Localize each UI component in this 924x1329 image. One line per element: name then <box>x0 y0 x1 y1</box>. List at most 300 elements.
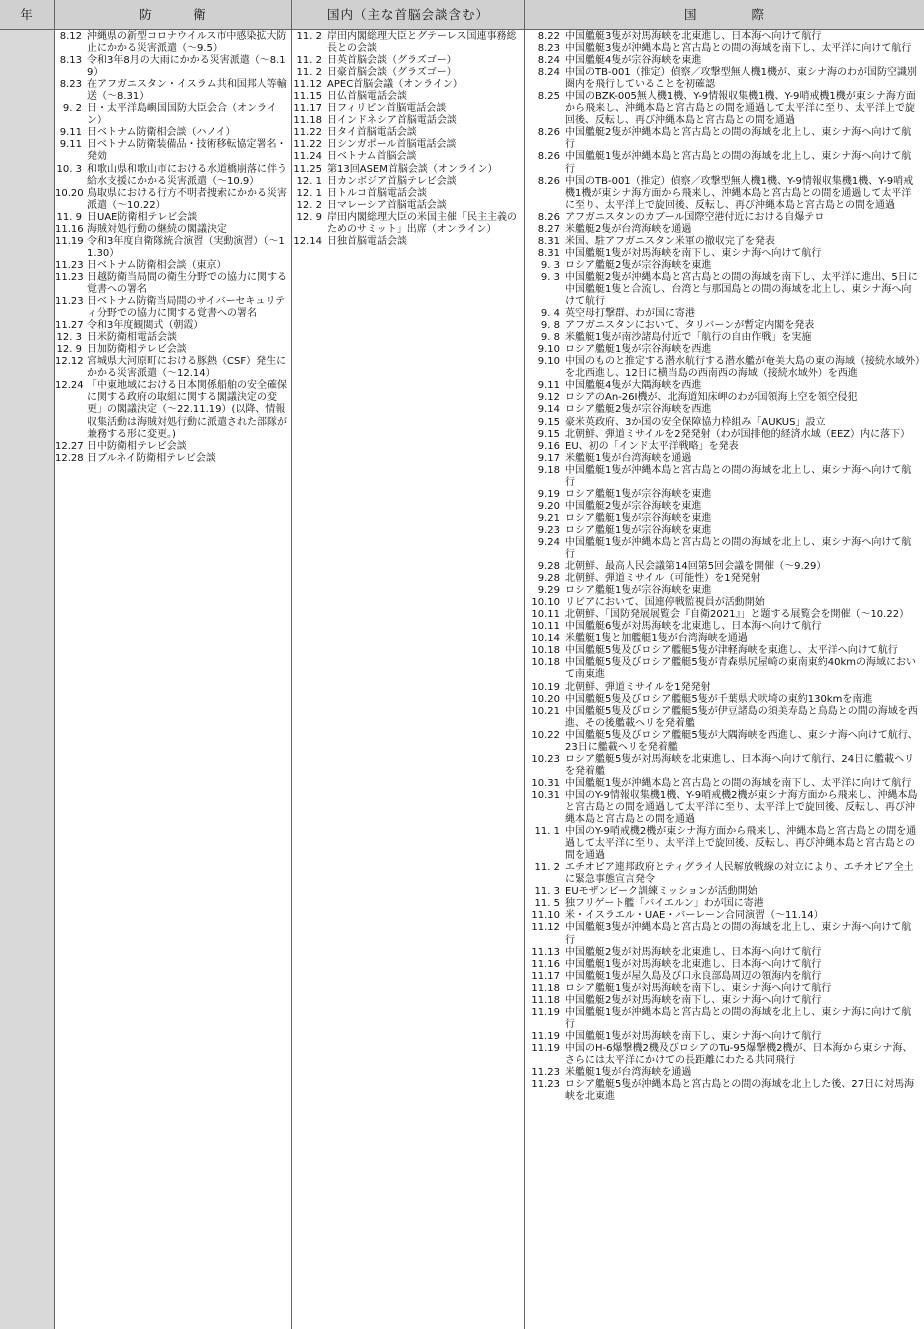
table-header <box>0 0 924 30</box>
entry-date: 9.24 <box>537 536 560 548</box>
list-item <box>525 320 921 332</box>
entry-text: 中国艦艇5隻及びロシア艦艇5隻が伊豆諸島の須美寿島と鳥島との間の海域を西進、その後艦載ヘリを発着艦 <box>565 705 918 729</box>
entry-date: 8.24 <box>537 55 560 67</box>
entry-date: 9.18 <box>537 464 560 476</box>
entry-date: 12.24 <box>55 380 84 392</box>
entry-text: 日豪首脳会談（グラズゴー） <box>327 67 457 79</box>
entry-text: 北朝鮮、弾道ミサイル（可能性）を1発発射 <box>565 573 761 585</box>
entry-text: 米艦艇1隻が台湾海峡を通過 <box>565 1067 692 1079</box>
entry-date: 8.26 <box>537 211 560 223</box>
entry-date: 10.18 <box>531 645 560 657</box>
entry-text: ロシア艦艇5隻が沖縄本島と宮古島との間の海域を北上した後、27日に対馬海峡を北東進 <box>565 1079 915 1103</box>
entry-date: 11.23 <box>55 259 84 271</box>
entry-date: 9.17 <box>537 452 560 464</box>
entry-date: 10.23 <box>531 753 560 765</box>
list-item <box>55 356 291 380</box>
entry-text: 日中防衛相テレビ会談 <box>87 440 187 452</box>
entry-date: 12.12 <box>55 356 84 368</box>
entry-text: 中国艦艇1隻が沖縄本島と宮古島との間の海域を南下し、太平洋に向けて航行 <box>565 777 912 789</box>
list-item <box>525 308 921 320</box>
list-item <box>525 212 921 224</box>
entry-date: 8.26 <box>537 151 560 163</box>
list-item <box>525 862 921 886</box>
list-item <box>55 441 291 453</box>
entry-text: 在アフガニスタン・イスラム共和国邦人等輸送（〜8.31） <box>87 79 287 103</box>
list-item <box>55 453 291 465</box>
entry-text: 中国艦艇2隻が宗谷海峡を東進 <box>565 500 702 512</box>
entry-text: 中国艦艇6隻が対馬海峡を北東進し、日本海へ向けて航行 <box>565 621 822 633</box>
entry-text: ロシア艦艇1隻が宗谷海峡を東進 <box>565 488 712 500</box>
list-item <box>525 489 921 501</box>
list-item <box>292 236 524 248</box>
list-item <box>292 164 524 176</box>
list-item <box>525 1079 921 1103</box>
entry-text: 英空母打撃群、わが国に寄港 <box>565 308 695 320</box>
list-item <box>525 959 921 971</box>
entry-date: 9.10 <box>537 356 560 368</box>
entry-text: ロシア艦艇2隻が宗谷海峡を東進 <box>565 259 712 271</box>
entry-date: 11.23 <box>531 1079 560 1091</box>
entry-date: 8.13 <box>59 55 82 67</box>
entry-date: 12. 2 <box>296 199 322 211</box>
defense-column <box>55 31 291 465</box>
entry-date: 11. 9 <box>56 211 82 223</box>
entry-text: 北朝鮮、「国防発展展覧会『自衛2021』」と題する展覧会を開催（〜10.22） <box>565 609 910 621</box>
entry-date: 11. 2 <box>534 862 560 874</box>
entry-date: 9.15 <box>537 416 560 428</box>
entry-text: ロシア艦艇1隻が宗谷海峡を西進 <box>565 344 712 356</box>
entry-text: 豪米英政府、3か国の安全保障協力枠組み「AUKUS」設立 <box>565 416 826 428</box>
entry-text: 日・太平洋島嶼国国防大臣会合（オンライン） <box>87 103 277 127</box>
entry-date: 12.28 <box>55 452 84 464</box>
entry-date: 11.19 <box>55 235 84 247</box>
list-item <box>525 453 921 465</box>
entry-text: 岸田内閣総理大臣の米国主催「民主主義のためのサミット」出席（オンライン） <box>327 211 517 235</box>
entry-text: 令和3年度自衛隊統合演習（実動演習）（〜11.30） <box>87 235 285 259</box>
entry-date: 8.25 <box>537 91 560 103</box>
entry-text: 中国艦艇3隻が沖縄本島と宮古島との間の海域を北上し、東シナ海へ向けて航行 <box>565 922 912 946</box>
list-item <box>525 706 921 730</box>
list-item <box>292 55 524 67</box>
entry-text: 鳥取県における行方不明者捜索にかかる災害派遣（〜10.22） <box>87 187 287 211</box>
entry-text: 中国艦艇4隻が大隅海峡を西進 <box>565 380 702 392</box>
entry-text: 中国艦艇3隻が対馬海峡を北東進し、日本海へ向けて航行 <box>565 31 822 42</box>
entry-date: 9.21 <box>537 512 560 524</box>
list-item <box>525 176 921 212</box>
entry-text: 中国のY-9情報収集機1機、Y-9哨戒機2機が東シナ海方面から飛来し、沖縄本島と宮古島との間を通過して太平洋に至り、太平洋上で旋回後、反転し、再び沖縄本島と宮古島との間を通過 <box>565 789 918 826</box>
list-item <box>55 188 291 212</box>
list-item <box>292 103 524 115</box>
list-item <box>55 296 291 320</box>
list-item <box>525 983 921 995</box>
entry-text: 日UAE防衛相テレビ会談 <box>87 211 198 223</box>
entry-text: 日米防衛相電話会談 <box>87 332 177 344</box>
entry-date: 10.21 <box>531 705 560 717</box>
entry-date: 10.18 <box>531 657 560 669</box>
list-item <box>525 417 921 429</box>
list-item <box>525 465 921 489</box>
list-item <box>292 139 524 151</box>
entry-date: 11.10 <box>531 910 560 922</box>
list-item <box>525 609 921 621</box>
list-item <box>55 103 291 127</box>
entry-date: 12. 1 <box>296 187 322 199</box>
entry-date: 11.15 <box>293 91 322 103</box>
entry-text: 米艦艇2隻が台湾海峡を通過 <box>565 223 692 235</box>
list-item <box>525 67 921 91</box>
entry-text: 米艦艇1隻が台湾海峡を通過 <box>565 452 692 464</box>
entry-date: 9.11 <box>59 139 82 151</box>
entry-text: 中国艦艇1隻が対馬海峡を南下し、東シナ海へ向けて航行 <box>565 1030 822 1042</box>
entry-date: 11. 3 <box>534 886 560 898</box>
entry-text: 日インドネシア首脳電話会談 <box>327 115 457 127</box>
entry-text: 日トルコ首脳電話会談 <box>327 187 427 199</box>
entry-text: 米・イスラエル・UAE・バーレーン合同演習（〜11.14） <box>565 910 824 922</box>
entry-date: 10. 3 <box>56 163 82 175</box>
entry-date: 11.13 <box>531 946 560 958</box>
entry-date: 11.16 <box>531 958 560 970</box>
list-item <box>525 224 921 236</box>
entry-text: ロシア艦艇5隻が対馬海峡を北東進し、日本海へ向けて航行、24日に艦載ヘリを発着艦 <box>565 753 915 777</box>
entry-date: 9. 3 <box>540 259 560 271</box>
entry-text: APEC首脳会議（オンライン） <box>327 79 463 91</box>
entry-date: 9.28 <box>537 561 560 573</box>
entry-date: 10.11 <box>531 609 560 621</box>
entry-date: 10.20 <box>531 693 560 705</box>
list-item <box>55 380 291 440</box>
entry-text: 中国艦艇1隻が沖縄本島と宮古島との間の海域を北上し、東シナ海へ向けて航行 <box>565 464 912 488</box>
entry-date: 8.31 <box>537 235 560 247</box>
list-item <box>525 248 921 260</box>
entry-date: 9.14 <box>537 404 560 416</box>
list-item <box>55 212 291 224</box>
list-item <box>525 1043 921 1067</box>
list-item <box>525 392 921 404</box>
entry-date: 12. 9 <box>296 211 322 223</box>
entry-date: 9. 8 <box>540 320 560 332</box>
entry-text: 中国艦艇2隻が沖縄本島と宮古島との間の海域を北上し、東シナ海へ向けて航行 <box>565 127 912 151</box>
entry-text: 日加防衛相テレビ会談 <box>87 344 187 356</box>
entry-date: 11. 2 <box>296 31 322 42</box>
list-item <box>525 922 921 946</box>
entry-text: 日シンガポール首脳電話会談 <box>327 139 457 151</box>
list-item <box>525 1067 921 1079</box>
list-item <box>525 754 921 778</box>
entry-text: 日フィリピン首脳電話会談 <box>327 103 447 115</box>
entry-text: 米艦艇1隻が南沙諸島付近で「航行の自由作戦」を実施 <box>565 332 812 344</box>
entry-text: 日ベトナム首脳会談 <box>327 151 417 163</box>
list-item <box>525 501 921 513</box>
entry-date: 9. 3 <box>540 271 560 283</box>
entry-text: 中国艦艇2隻が対馬海峡を南下し、東シナ海へ向けて航行 <box>565 994 822 1006</box>
entry-text: 米国、駐アフガニスタン米軍の撤収完了を発表 <box>565 235 775 247</box>
list-item <box>525 633 921 645</box>
list-item <box>525 585 921 597</box>
entry-text: 第13回ASEM首脳会談（オンライン） <box>327 163 498 175</box>
entry-text: 中国艦艇1隻が屋久島及び口永良部島周辺の領海内を航行 <box>565 970 822 982</box>
list-item <box>525 272 921 308</box>
international-column <box>525 31 921 1103</box>
entry-text: 中国艦艇1隻が沖縄本島と宮古島との間の海域を北上し、東シナ海に向けて航行 <box>565 1006 912 1030</box>
list-item <box>525 260 921 272</box>
entry-date: 9.15 <box>537 428 560 440</box>
list-item <box>55 164 291 188</box>
list-item <box>292 212 524 236</box>
list-item <box>525 356 921 380</box>
entry-text: 北朝鮮、弾道ミサイルを2発発射（わが国排他的経済水域（EEZ）内に落下） <box>565 428 911 440</box>
list-item <box>525 657 921 681</box>
list-item <box>55 236 291 260</box>
list-item <box>525 645 921 657</box>
list-item <box>55 55 291 79</box>
list-item <box>292 31 524 55</box>
domestic-column <box>292 31 524 248</box>
entry-text: 日カンボジア首脳テレビ会談 <box>327 175 457 187</box>
entry-date: 9.20 <box>537 500 560 512</box>
list-item <box>525 995 921 1007</box>
entry-date: 9.28 <box>537 573 560 585</box>
entry-text: 中国艦艇3隻が沖縄本島と宮古島との間の海域を南下し、太平洋に向けて航行 <box>565 43 912 55</box>
list-item <box>55 139 291 163</box>
entry-date: 9.12 <box>537 392 560 404</box>
list-item <box>55 31 291 55</box>
header-international: 国 際 <box>683 7 765 22</box>
list-item <box>525 694 921 706</box>
entry-text: アフガニスタンのカブール国際空港付近における自爆テロ <box>565 211 825 223</box>
entry-text: 中国艦艇1隻が沖縄本島と宮古島との間の海域を北上し、東シナ海へ向けて航行 <box>565 536 912 561</box>
entry-date: 8.26 <box>537 127 560 139</box>
entry-date: 9. 2 <box>62 103 82 115</box>
entry-date: 11.17 <box>531 970 560 982</box>
entry-text: 日独首脳電話会談 <box>327 235 407 247</box>
list-item <box>525 971 921 983</box>
list-item <box>525 332 921 344</box>
entry-date: 10.31 <box>531 777 560 789</box>
list-item <box>55 272 291 296</box>
list-item <box>525 236 921 248</box>
entry-date: 11.23 <box>55 296 84 308</box>
entry-text: 令和3年度観閲式（朝霞） <box>87 320 204 332</box>
entry-text: 日ブルネイ防衛相テレビ会談 <box>87 452 216 464</box>
header-year: 年 <box>20 7 34 22</box>
list-item <box>292 91 524 103</box>
list-item <box>525 910 921 922</box>
header-defense: 防 衛 <box>139 7 207 22</box>
entry-date: 8.12 <box>59 31 82 42</box>
list-item <box>525 513 921 525</box>
list-item <box>525 31 921 43</box>
entry-text: ロシア艦艇1隻が宗谷海峡を東進 <box>565 524 712 536</box>
entry-text: 日英首脳会談（グラズゴー） <box>327 55 457 67</box>
entry-text: 中国のTB-001（推定）偵察／攻撃型無人機1機が、東シナ海のわが国防空識別圏内を飛行していることを初確認 <box>565 67 918 91</box>
list-item <box>55 344 291 356</box>
list-item <box>292 188 524 200</box>
entry-date: 8.26 <box>537 175 560 187</box>
entry-date: 9.11 <box>59 127 82 139</box>
list-item <box>525 898 921 910</box>
entry-date: 8.27 <box>537 223 560 235</box>
list-item <box>55 79 291 103</box>
list-item <box>525 790 921 826</box>
year-column <box>0 30 54 1329</box>
list-item <box>55 320 291 332</box>
entry-text: 北朝鮮、弾道ミサイルを1発発射 <box>565 681 711 693</box>
entry-text: 中国のものと推定する潜水航行する潜水艦が奄美大島の東の海域（接続水域外）を北西進し、12日に横当島の西南西の海域（接続水域外）を西進 <box>565 356 920 380</box>
entry-date: 11. 2 <box>296 67 322 79</box>
list-item <box>525 344 921 356</box>
entry-date: 11.22 <box>293 139 322 151</box>
entry-date: 11.18 <box>531 982 560 994</box>
entry-date: 11. 2 <box>296 55 322 67</box>
entry-date: 11. 1 <box>534 826 560 838</box>
list-item <box>525 573 921 585</box>
entry-date: 11.12 <box>293 79 322 91</box>
entry-date: 12.14 <box>293 235 322 247</box>
entry-date: 9.10 <box>537 344 560 356</box>
list-item <box>55 260 291 272</box>
list-item <box>525 380 921 392</box>
list-item <box>525 404 921 416</box>
entry-text: 日ベトナム防衛相会談（東京） <box>87 259 227 271</box>
entry-text: ロシア艦艇1隻が宗谷海峡を東進 <box>565 585 712 597</box>
entry-date: 11.18 <box>531 994 560 1006</box>
entry-text: 和歌山県和歌山市における水道橋崩落に伴う給水支援にかかる災害派遣（〜10.9） <box>87 163 287 187</box>
entry-text: ロシアのAn-26I機が、北海道知床岬のわが国領海上空を領空侵犯 <box>565 392 858 404</box>
entry-text: 北朝鮮、最高人民会議第14回第5回会議を開催（〜9.29） <box>565 561 827 573</box>
list-item <box>525 55 921 67</box>
entry-text: リビアにおいて、国連停戦監視員が活動開始 <box>565 597 765 609</box>
list-item <box>55 224 291 236</box>
entry-date: 11.19 <box>531 1030 560 1042</box>
entry-text: 日タイ首脳電話会談 <box>327 127 417 139</box>
entry-text: 日マレーシア首脳電話会談 <box>327 199 447 211</box>
list-item <box>525 826 921 862</box>
list-item <box>525 43 921 55</box>
entry-text: ロシア艦艇2隻が宗谷海峡を西進 <box>565 404 712 416</box>
entry-date: 11.22 <box>293 127 322 139</box>
entry-date: 10.11 <box>531 621 560 633</box>
entry-text: 日ベトナム防衛装備品・技術移転協定署名・発効 <box>87 139 287 163</box>
list-item <box>292 151 524 163</box>
entry-date: 8.22 <box>537 31 560 42</box>
entry-date: 8.24 <box>537 67 560 79</box>
entry-text: 中国艦艇1隻が対馬海峡を北東進し、日本海へ向けて航行 <box>565 958 822 970</box>
entry-date: 9.11 <box>537 380 560 392</box>
list-item <box>525 127 921 151</box>
list-item <box>292 115 524 127</box>
list-item <box>525 151 921 175</box>
entry-text: 日ベトナム防衛相会談（ハノイ） <box>87 127 236 139</box>
entry-text: 「中東地域における日本関係船舶の安全確保に関する政府の取組に関する閣議決定の変更」の閣議決定（〜22.11.19）(以降、情報収集活動は海賊対処行動に派遣された部隊が兼務する形に変更。) <box>87 380 287 440</box>
list-item <box>525 778 921 790</box>
list-item <box>292 79 524 91</box>
list-item <box>525 537 921 561</box>
entry-date: 9.19 <box>537 488 560 500</box>
list-item <box>525 682 921 694</box>
entry-date: 11.17 <box>293 103 322 115</box>
entry-text: EUモザンビーク訓練ミッションが活動開始 <box>565 886 758 898</box>
entry-text: ロシア艦艇1隻が対馬海峡を南下し、東シナ海へ向けて航行 <box>565 982 832 994</box>
list-item <box>55 127 291 139</box>
entry-date: 10.31 <box>531 789 560 801</box>
entry-text: 中国艦艇1隻が対馬海峡を南下し、東シナ海へ向けて航行 <box>565 247 822 259</box>
entry-date: 11.19 <box>531 1042 560 1054</box>
entry-date: 12. 3 <box>56 332 82 344</box>
entry-text: 海賊対処行動の継続の閣議決定 <box>87 223 227 235</box>
entry-text: 中国のY-9哨戒機2機が東シナ海方面から飛来し、沖縄本島と宮古島との間を通過して太平洋に至り、太平洋上で旋回後、反転し、再び沖縄本島と宮古島との間を通過 <box>565 826 917 862</box>
list-item <box>525 886 921 898</box>
entry-date: 11.23 <box>55 271 84 283</box>
entry-text: 中国艦艇4隻が宗谷海峡を東進 <box>565 55 702 67</box>
entry-text: 中国艦艇5隻及びロシア艦艇5隻が津軽海峡を東進し、太平洋へ向けて航行 <box>565 645 898 657</box>
entry-date: 11.18 <box>293 115 322 127</box>
entry-date: 11. 5 <box>534 898 560 910</box>
entry-date: 10.14 <box>531 633 560 645</box>
entry-date: 11.25 <box>293 163 322 175</box>
list-item <box>292 67 524 79</box>
entry-date: 9.29 <box>537 585 560 597</box>
entry-text: 中国艦艇5隻及びロシア艦艇5隻が青森県尻屋崎の東南東約40kmの海域において南東進 <box>565 657 916 681</box>
list-item <box>292 127 524 139</box>
entry-text: 中国艦艇5隻及びロシア艦艇5隻が千葉県犬吠埼の東約130kmを南進 <box>565 693 873 705</box>
entry-date: 8.23 <box>537 43 560 55</box>
entry-date: 12. 9 <box>56 344 82 356</box>
header-domestic: 国内（主な首脳会談含む） <box>326 7 489 22</box>
entry-text: 米艦艇1隻と加艦艇1隻が台湾海峡を通過 <box>565 633 748 645</box>
entry-text: 中国艦艇2隻が対馬海峡を北東進し、日本海へ向けて航行 <box>565 946 822 958</box>
entry-date: 10.20 <box>55 187 84 199</box>
entry-date: 9. 4 <box>540 308 560 320</box>
entry-text: ロシア艦艇1隻が宗谷海峡を東進 <box>565 512 712 524</box>
list-item <box>525 429 921 441</box>
entry-date: 11.27 <box>55 320 84 332</box>
entry-text: 令和3年8月の大雨にかかる災害派遣（〜8.19） <box>87 55 286 79</box>
list-item <box>525 441 921 453</box>
entry-text: アフガニスタンにおいて、タリバーンが暫定内閣を発表 <box>565 320 815 332</box>
list-item <box>525 91 921 127</box>
entry-date: 12. 1 <box>296 175 322 187</box>
entry-text: 中国のTB-001（推定）偵察／攻撃型無人機1機、Y-9情報収集機1機、Y-9哨戒機1機が東シナ海方面から飛来し、沖縄本島と宮古島との間を通過して太平洋に至り、太平洋上で旋回後、反転し、再び沖縄本島と宮古島との間を通過 <box>565 175 914 211</box>
list-item <box>525 1031 921 1043</box>
list-item <box>55 332 291 344</box>
list-item <box>525 597 921 609</box>
list-item <box>525 1007 921 1031</box>
list-item <box>525 561 921 573</box>
entry-date: 9.23 <box>537 524 560 536</box>
entry-date: 10.10 <box>531 597 560 609</box>
list-item <box>525 525 921 537</box>
entry-text: 中国のH-6爆撃機2機及びロシアのTu-95爆撃機2機が、日本海から東シナ海、さらには太平洋にかけての長距離にわたる共同飛行 <box>565 1042 913 1066</box>
entry-date: 8.31 <box>537 247 560 259</box>
entry-date: 11.23 <box>531 1067 560 1079</box>
entry-text: 中国艦艇2隻が沖縄本島と宮古島との間の海域を南下し、太平洋に進出、5日に中国艦艇1隻と合流し、台湾と与那国島との間の海域を北上し、東シナ海へ向けて航行 <box>565 271 918 308</box>
list-item <box>292 176 524 188</box>
entry-date: 11.24 <box>293 151 322 163</box>
entry-date: 12.27 <box>55 440 84 452</box>
list-item <box>525 621 921 633</box>
entry-text: 中国艦艇1隻が沖縄本島と宮古島との間の海域を北上し、東シナ海へ向けて航行 <box>565 151 912 175</box>
entry-text: 独フリゲート艦「バイエルン」わが国に寄港 <box>565 898 764 910</box>
entry-text: 日仏首脳電話会談 <box>327 91 407 103</box>
entry-date: 8.23 <box>59 79 82 91</box>
entry-date: 11.19 <box>531 1006 560 1018</box>
entry-date: 9.16 <box>537 440 560 452</box>
entry-text: EU、初の「インド太平洋戦略」を発表 <box>565 440 739 452</box>
entry-text: 中国のBZK-005無人機1機、Y-9情報収集機1機、Y-9哨戒機1機が東シナ海方面から飛来し、沖縄本島と宮古島との間を通過して太平洋に至り、太平洋上で旋回後、反転し、再び沖縄本島と宮古島との間を通過 <box>565 91 916 127</box>
entry-text: 日越防衛当局間の衛生分野での協力に関する覚書への署名 <box>87 271 287 295</box>
list-item <box>525 730 921 754</box>
list-item <box>525 947 921 959</box>
